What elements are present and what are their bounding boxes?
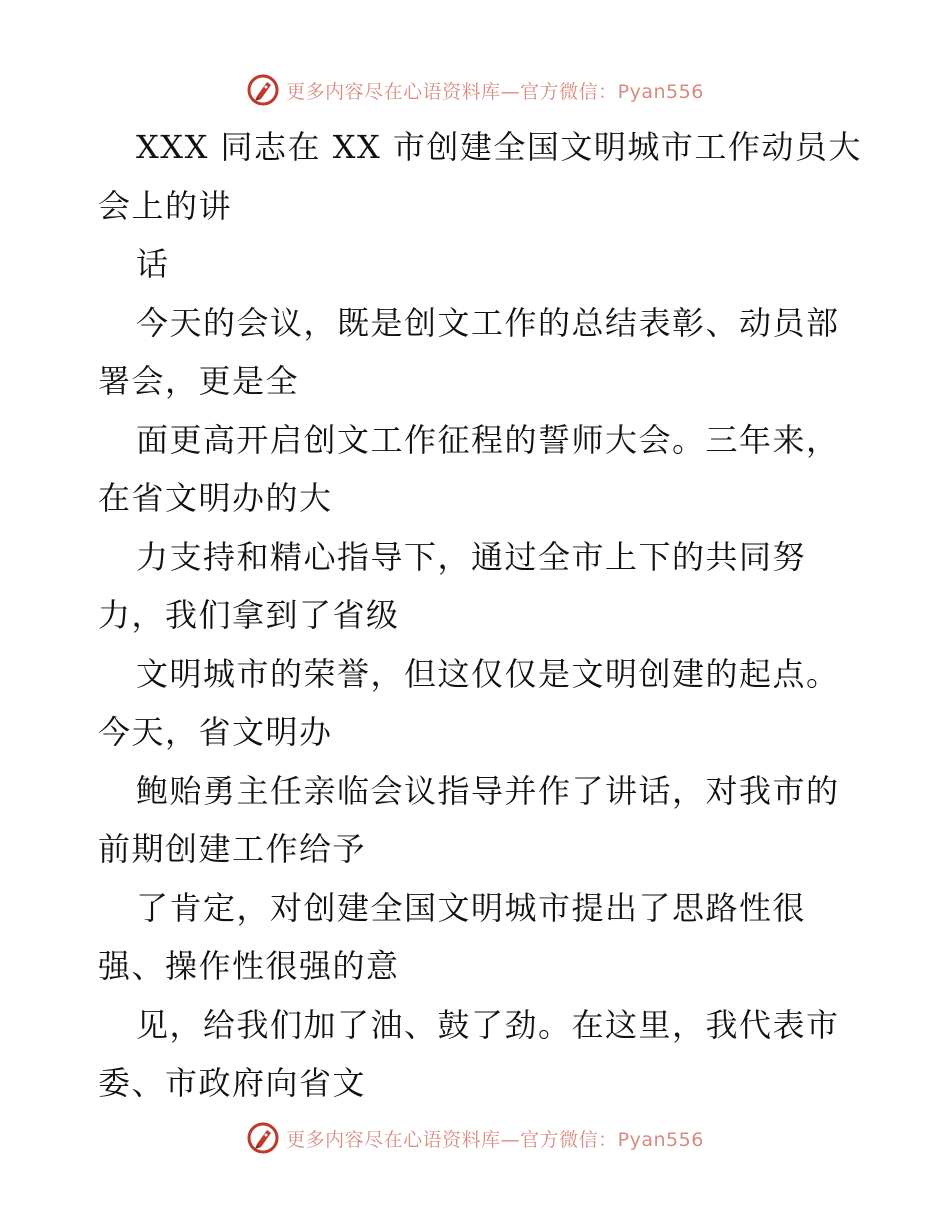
pen-logo-icon [246, 1121, 280, 1155]
text-line: 了肯定，对创建全国文明城市提出了思路性很 [136, 888, 807, 927]
text-line: 鲍贻勇主任亲临会议指导并作了讲话，对我市的 [136, 771, 840, 810]
pen-logo-icon [246, 73, 280, 107]
document-body [98, 118, 862, 1113]
text-line: 在省文明办的大 [98, 479, 333, 517]
text-line: 文明城市的荣誉，但这仅仅是文明创建的起点。 [136, 654, 840, 693]
text-line: 面更高开启创文工作征程的誓师大会。三年来， [136, 420, 840, 459]
text-line: XXX 同志在 XX 市创建全国文明城市工作动员大 [136, 128, 862, 166]
text-line: 前期创建工作给予 [98, 830, 367, 868]
watermark-text: 更多内容尽在心语资料库—官方微信：Pyan556 [286, 80, 704, 103]
text-line: 见，给我们加了油、鼓了劲。在这里，我代表市 [136, 1005, 840, 1044]
text-line: 强、操作性很强的意 [98, 947, 400, 985]
text-line: 今天的会议，既是创文工作的总结表彰、动员部 [136, 303, 840, 342]
footer-watermark [0, 1118, 950, 1158]
text-line: 委、市政府向省文 [98, 1064, 367, 1102]
watermark-text: 更多内容尽在心语资料库—官方微信：Pyan556 [286, 1128, 704, 1151]
text-line: 话 [136, 245, 170, 283]
text-line: 今天，省文明办 [98, 713, 333, 751]
text-line: 会上的讲 [98, 186, 233, 225]
text-line: 力，我们拿到了省级 [98, 596, 400, 634]
text-line: 力支持和精心指导下，通过全市上下的共同努 [136, 537, 807, 576]
header-watermark [0, 70, 950, 110]
text-line: 署会，更是全 [98, 362, 300, 400]
